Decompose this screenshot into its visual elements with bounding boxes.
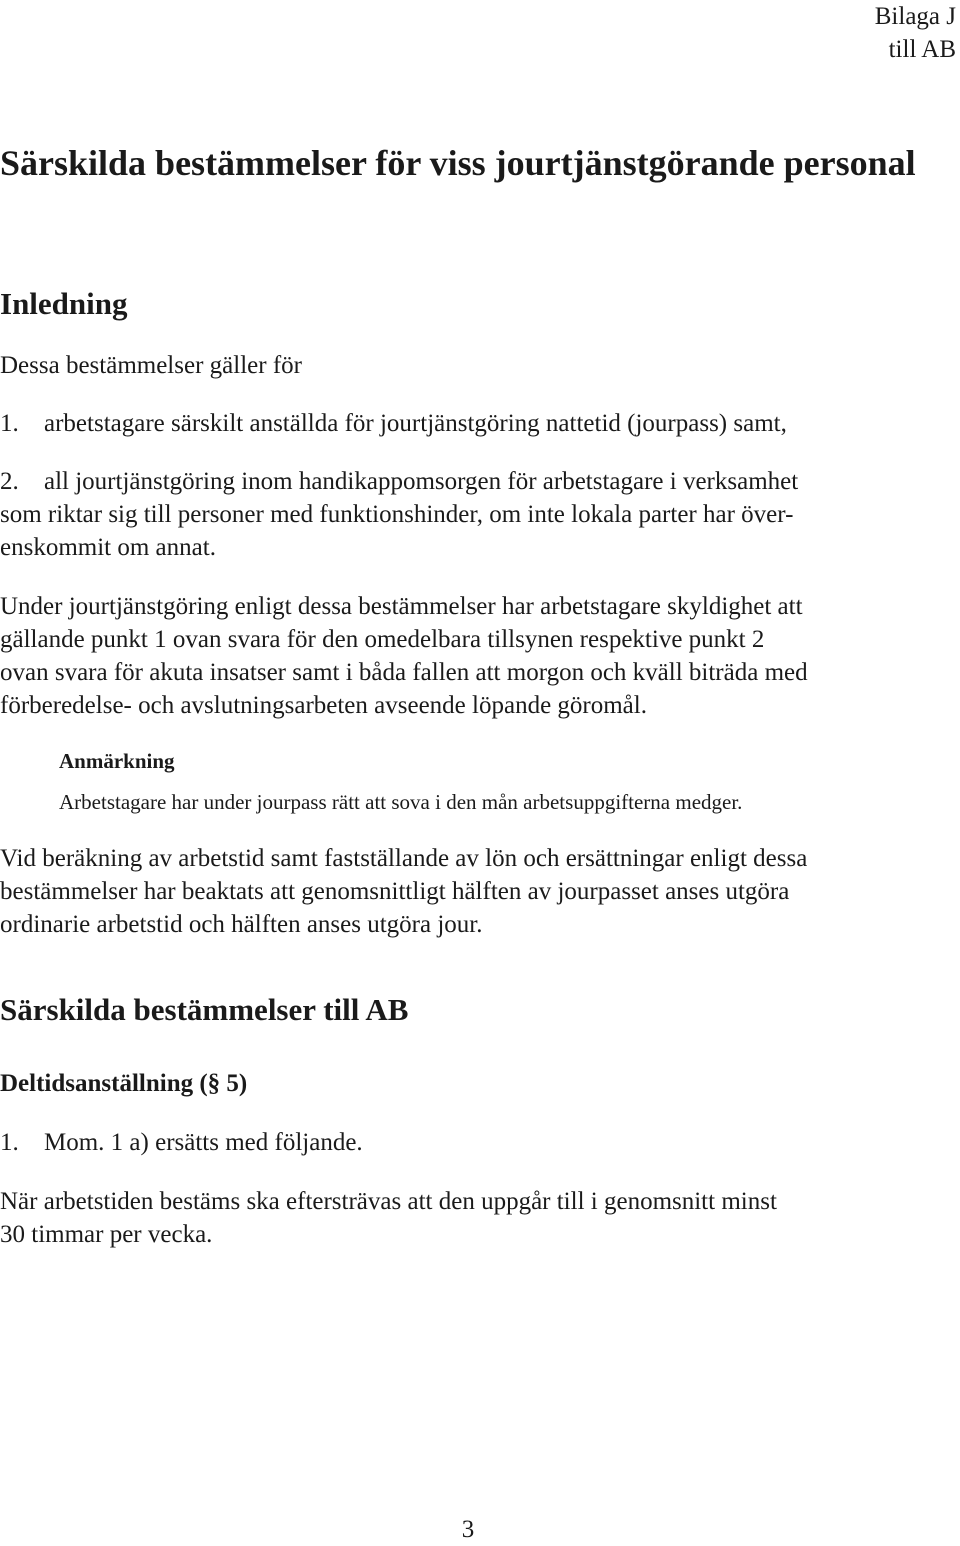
list-item-text-line: enskommit om annat. xyxy=(0,534,216,561)
note-text: Arbetstagare har under jourpass rätt att sova i den mån arbetsuppgifterna medger. xyxy=(59,790,743,814)
paragraph-line: gällande punkt 1 ovan svara för den omedelbara tillsynen respektive punkt 2 xyxy=(0,626,765,653)
paragraph-line: ovan svara för akuta insatser samt i båda fallen att morgon och kväll biträda med xyxy=(0,659,808,686)
list-item-text-line: som riktar sig till personer med funktionshinder, om inte lokala parter har över- xyxy=(0,501,794,528)
appendix-label: Bilaga J xyxy=(874,3,956,30)
parttime-paragraph xyxy=(0,1185,950,1251)
mom-text: Mom. 1 a) ersätts med följande. xyxy=(44,1129,363,1156)
intro-lead: Dessa bestämmelser gäller för xyxy=(0,352,302,379)
list-item-text-line: all jourtjänstgöring inom handikappomsorgen för arbetstagare i verksamhet xyxy=(44,468,799,495)
worktime-paragraph xyxy=(0,842,950,941)
paragraph-line: Vid beräkning av arbetstid samt fastställande av lön och ersättningar enligt dessa xyxy=(0,845,808,872)
list-item-number: 2. xyxy=(0,468,19,495)
subsection-heading: Deltidsanställning (§ 5) xyxy=(0,1070,248,1097)
duty-paragraph xyxy=(0,590,950,722)
paragraph-line: ordinarie arbetstid och hälften anses utgöra jour. xyxy=(0,911,483,938)
paragraph-line: När arbetstiden bestäms ska eftersträvas att den uppgår till i genomsnitt minst xyxy=(0,1188,777,1215)
paragraph-line: bestämmelser har beaktats att genomsnittligt hälften av jourpasset anses utgöra xyxy=(0,878,790,905)
page-number: 3 xyxy=(461,1516,475,1543)
paragraph-line: 30 timmar per vecka. xyxy=(0,1221,213,1248)
list-item-number: 1. xyxy=(0,410,19,437)
list-item-1 xyxy=(0,407,950,440)
paragraph-line: förberedelse- och avslutningsarbeten avseende löpande göromål. xyxy=(0,692,647,719)
document-title: Särskilda bestämmelser för viss jourtjänstgörande personal xyxy=(0,143,916,183)
appendix-reference xyxy=(875,0,956,66)
mom-number: 1. xyxy=(0,1129,19,1156)
list-item-2 xyxy=(0,465,950,564)
section-heading: Särskilda bestämmelser till AB xyxy=(0,992,409,1027)
appendix-target: till AB xyxy=(888,36,956,63)
list-item-text: arbetstagare särskilt anställda för jourtjänstgöring nattetid (jourpass) samt, xyxy=(44,410,787,437)
paragraph-line: Under jourtjänstgöring enligt dessa bestämmelser har arbetstagare skyldighet att xyxy=(0,593,803,620)
intro-heading: Inledning xyxy=(0,286,128,321)
note-heading: Anmärkning xyxy=(59,749,175,773)
mom-line xyxy=(0,1126,950,1159)
